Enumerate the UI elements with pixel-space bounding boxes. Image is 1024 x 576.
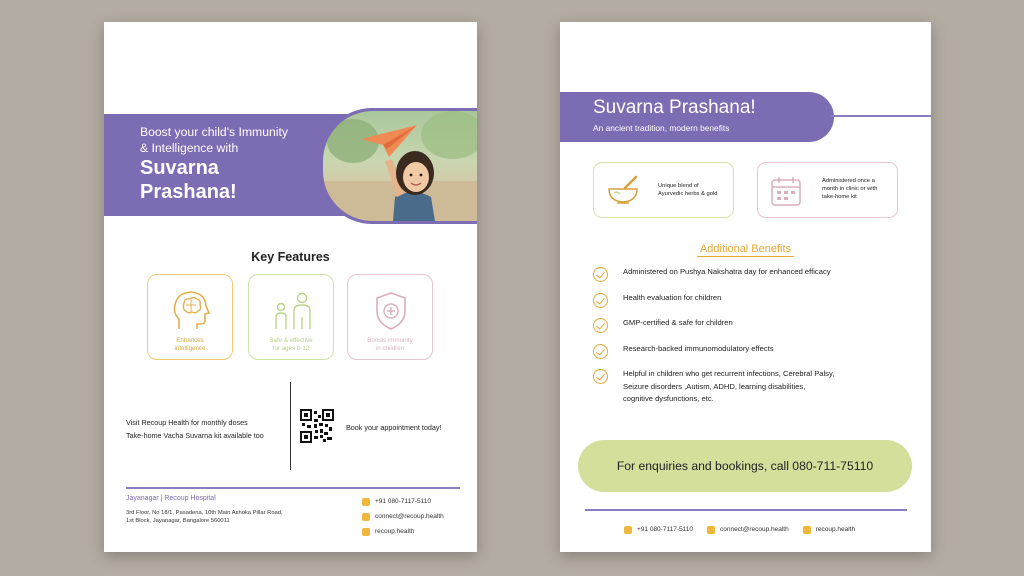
hospital-address: 3rd Floor, No 18/1, Pasadena, 10th Main Ashoka Pillar Road, 1st Block, Jayanagar, Bangalore 560011 xyxy=(126,510,283,524)
email-icon xyxy=(362,513,370,521)
enquiry-call-banner[interactable]: For enquiries and bookings, call 080-711-75110 xyxy=(578,440,912,492)
info-card-schedule xyxy=(757,162,898,218)
flyer-page-back xyxy=(560,22,931,552)
girl-with-paper-plane-image xyxy=(323,111,477,221)
key-features-heading: Key Features xyxy=(251,250,330,264)
visit-line: Visit Recoup Health for monthly doses xyxy=(126,418,248,427)
check-icon xyxy=(593,267,608,282)
email-icon xyxy=(707,526,715,534)
check-icon xyxy=(593,318,608,333)
contact-phone[interactable]: +91 080-7117-5110 xyxy=(624,522,693,537)
feature-label: Boosts immunity in children xyxy=(367,337,413,352)
check-icon xyxy=(593,293,608,308)
header-line xyxy=(830,115,931,117)
child-photo xyxy=(320,108,477,224)
list-item: GMP-certified & safe for children xyxy=(593,317,834,330)
flyer-page-front xyxy=(104,22,477,552)
card-text: Administered once a month in clinic or with take-home kit xyxy=(822,178,878,200)
visit-line: Take-home Vacha Suvarna kit available too xyxy=(126,431,264,440)
list-item: Research-backed immunomodulatory effects xyxy=(593,343,834,356)
web-icon xyxy=(362,528,370,536)
family-icon xyxy=(272,289,316,333)
feature-card-intelligence xyxy=(147,274,233,360)
web-icon xyxy=(803,526,811,534)
visit-info xyxy=(126,416,264,442)
contact-email[interactable]: connect@recoup.health xyxy=(362,509,444,524)
list-item: Administered on Pushya Nakshatra day for enhanced efficacy xyxy=(593,266,834,279)
headline xyxy=(140,124,288,156)
feature-label: Enhances intelligence xyxy=(174,337,206,352)
feature-card-immunity xyxy=(347,274,433,360)
feature-label: Safe & effective for ages 0-12 xyxy=(269,337,313,352)
footer-divider xyxy=(126,487,460,489)
additional-benefits-heading: Additional Benefits xyxy=(560,239,931,257)
contact-phone[interactable]: +91 080-7117-5110 xyxy=(362,494,444,509)
contact-list xyxy=(362,494,444,539)
check-icon xyxy=(593,344,608,359)
book-appointment-text: Book your appointment today! xyxy=(346,423,442,432)
title-line: Prashana! xyxy=(140,181,237,203)
headline-line: & Intelligence with xyxy=(140,141,239,155)
footer-divider xyxy=(585,509,907,511)
shield-plus-icon xyxy=(371,289,411,333)
mortar-pestle-icon xyxy=(605,175,641,207)
qr-code[interactable] xyxy=(300,409,334,443)
page-title: Suvarna Prashana! xyxy=(593,97,756,118)
feature-card-safe xyxy=(248,274,334,360)
brain-head-icon xyxy=(171,289,211,333)
benefits-list xyxy=(593,266,834,406)
list-item: Helpful in children who get recurrent infections, Cerebral Palsy, Seizure disorders ,Autism, ADHD, learning disabilities, cognitive dysfunctions, etc. xyxy=(593,368,834,406)
info-card-herbs xyxy=(593,162,734,218)
phone-icon xyxy=(624,526,632,534)
contact-list xyxy=(624,522,869,537)
hospital-name: Jayanagar | Recoup Hospital xyxy=(126,495,216,502)
divider xyxy=(290,382,291,470)
headline-line: Boost your child's Immunity xyxy=(140,125,288,139)
list-item: Health evaluation for children xyxy=(593,292,834,305)
card-text: Unique blend of Ayurvedic herbs & gold xyxy=(658,183,718,197)
phone-icon xyxy=(362,498,370,506)
page-subtitle: An ancient tradition, modern benefits xyxy=(593,123,730,133)
product-title xyxy=(140,156,237,204)
calendar-icon xyxy=(769,175,805,209)
title-line: Suvarna xyxy=(140,157,219,179)
contact-web[interactable]: recoup.health xyxy=(803,522,855,537)
contact-web[interactable]: recoup.health xyxy=(362,524,444,539)
contact-email[interactable]: connect@recoup.health xyxy=(707,522,789,537)
check-icon xyxy=(593,369,608,384)
